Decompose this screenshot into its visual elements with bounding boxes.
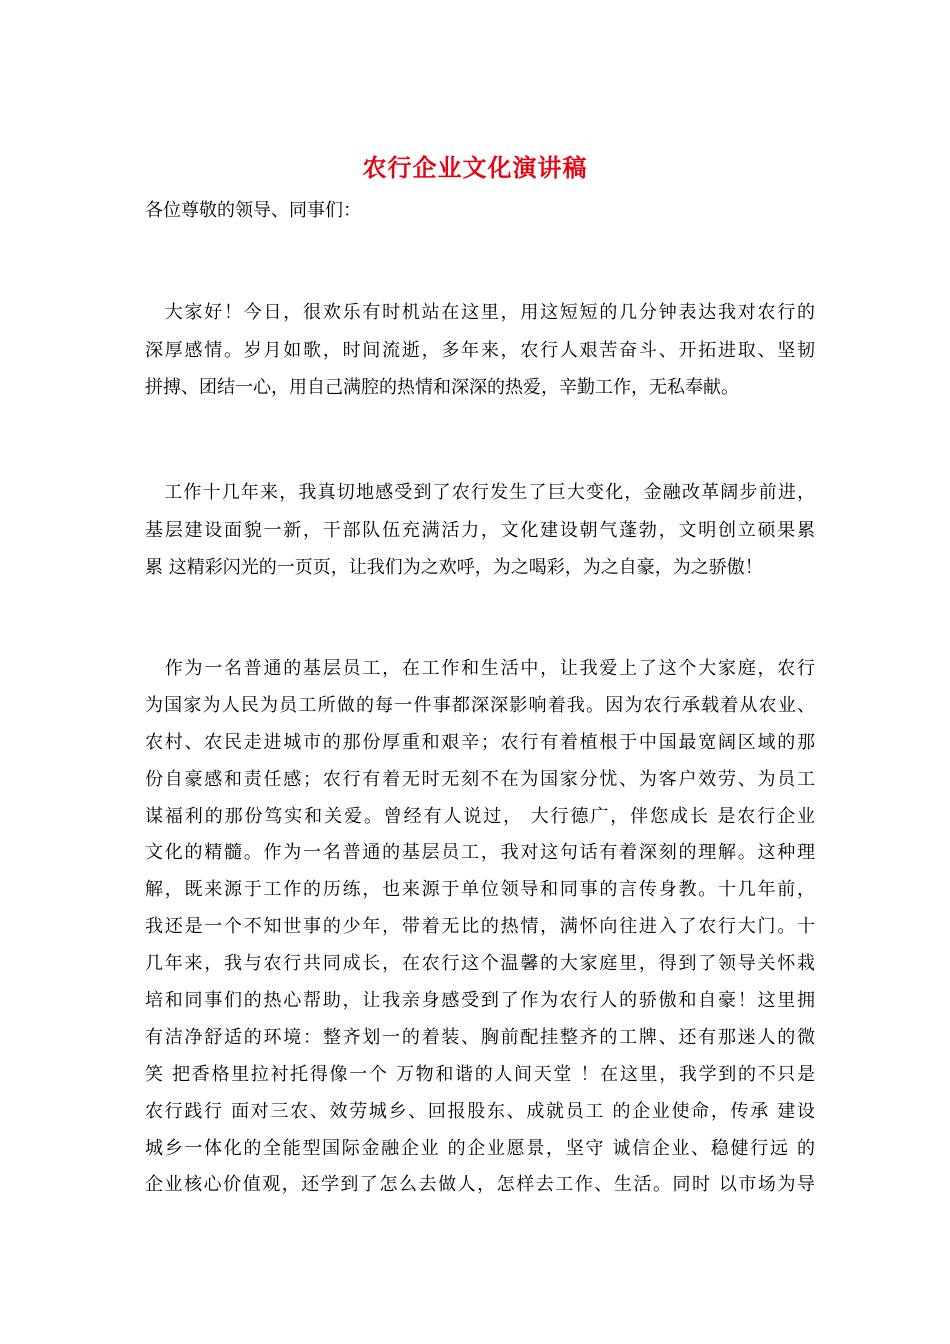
text-line: 文化的精髓。作为一名普通的基层员工，我对这句话有着深刻的理解。这种理 bbox=[145, 842, 815, 864]
paragraph-2 bbox=[145, 474, 815, 587]
text-line: 份自豪感和责任感；农行有着无时无刻不在为国家分忧、为客户效劳、为员工 bbox=[145, 768, 815, 790]
text-line: 农村、农民走进城市的那份厚重和艰辛；农行有着植根于中国最宽阔区域的那 bbox=[145, 731, 815, 753]
text-line: 培和同事们的热心帮助，让我亲身感受到了作为农行人的骄傲和自豪！这里拥 bbox=[145, 990, 815, 1012]
text-line: 为国家为人民为员工所做的每一件事都深深影响着我。因为农行承载着从农业、 bbox=[145, 694, 815, 716]
text-line: 有洁净舒适的环境：整齐划一的着装、胸前配挂整齐的工牌、还有那迷人的微 bbox=[145, 1026, 815, 1048]
text-line: 我还是一个不知世事的少年，带着无比的热情，满怀向往进入了农行大门。十 bbox=[145, 916, 815, 938]
text-line: 几年来，我与农行共同成长，在农行这个温馨的大家庭里，得到了领导关怀栽 bbox=[145, 953, 815, 975]
text-line: 笑 把香格里拉衬托得像一个 万物和谐的人间天堂 ！在这里，我学到的不只是 bbox=[145, 1063, 815, 1085]
text-line: 工作十几年来，我真切地感受到了农行发生了巨大变化，金融改革阔步前进， bbox=[145, 482, 815, 503]
text-line: 作为一名普通的基层员工，在工作和生活中，让我爱上了这个大家庭，农行 bbox=[145, 658, 815, 679]
text-line: 大家好！今日，很欢乐有时机站在这里，用这短短的几分钟表达我对农行的 bbox=[145, 302, 815, 323]
paragraph-3 bbox=[145, 651, 815, 1204]
text-line: 深厚感情。岁月如歌，时间流逝，多年来，农行人艰苦奋斗、开拓进取、坚韧 bbox=[145, 339, 815, 361]
text-line: 城乡一体化的全能型国际金融企业 的企业愿景，坚守 诚信企业、稳健行远 的 bbox=[145, 1137, 815, 1159]
text-line: 企业核心价值观，还学到了怎么去做人，怎样去工作、生活。同时 以市场为导 bbox=[145, 1174, 815, 1196]
document-title: 农行企业文化演讲稿 bbox=[362, 153, 588, 182]
text-line: 拼搏、团结一心，用自己满腔的热情和深深的热爱，辛勤工作，无私奉献。 bbox=[145, 377, 739, 398]
text-line: 谋福利的那份笃实和关爱。曾经有人说过， 大行德广，伴您成长 是农行企业 bbox=[145, 805, 815, 827]
salutation: 各位尊敬的领导、同事们： bbox=[145, 200, 361, 221]
text-line: 基层建设面貌一新，干部队伍充满活力，文化建设朝气蓬勃，文明创立硕果累 bbox=[145, 519, 815, 541]
text-line: 农行践行 面对三农、效劳城乡、回报股东、成就员工 的企业使命，传承 建设 bbox=[145, 1100, 815, 1122]
text-line: 累 这精彩闪光的一页页，让我们为之欢呼，为之喝彩，为之自豪，为之骄傲！ bbox=[145, 557, 763, 578]
paragraph-1 bbox=[145, 294, 815, 407]
text-line: 解，既来源于工作的历练，也来源于单位领导和同事的言传身教。十几年前， bbox=[145, 879, 815, 901]
